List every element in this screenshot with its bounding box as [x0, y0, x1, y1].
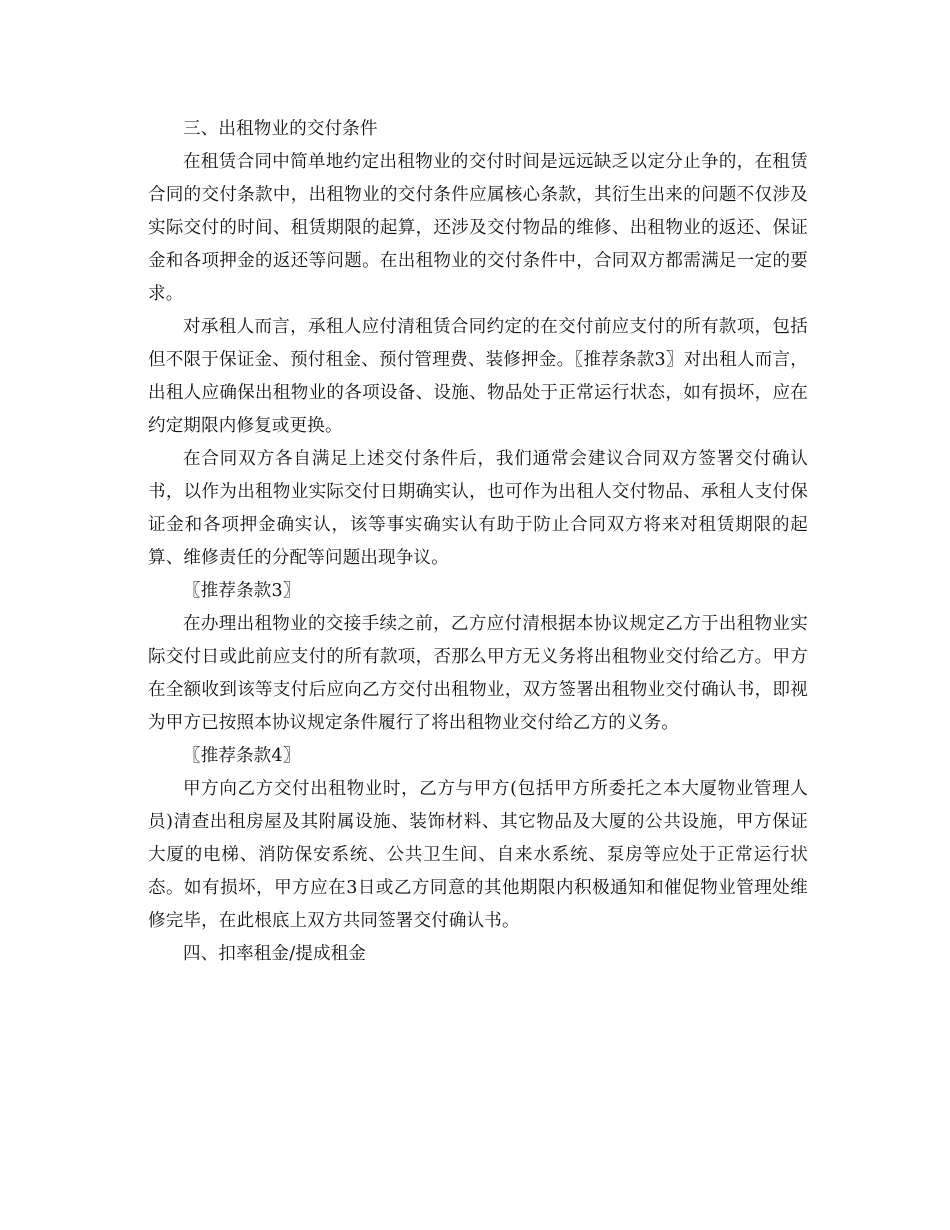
recommended-clause-3-text: 在办理出租物业的交接手续之前，乙方应付清根据本协议规定乙方于出租物业实际交付日或此前应支付的所有款项，否那么甲方无义务将出租物业交付给乙方。甲方在全额收到该等支付后应向乙方交付出租物业，双方签署出租物业交付确认书，即视为甲方已按照本协议规定条件履行了将出租物业交付给乙方的义务。 — [148, 614, 808, 733]
section-heading-delivery-conditions: 三、出租物业的交付条件 — [183, 119, 378, 139]
recommended-clause-4-label: 〖推荐条款4〗 — [183, 746, 301, 766]
section-heading-percentage-rent: 四、扣率租金/提成租金 — [183, 944, 367, 964]
paragraph-delivery-overview: 在租赁合同中简单地约定出租物业的交付时间是远远缺乏以定分止争的，在租赁合同的交付条款中，出租物业的交付条件应属核心条款，其衍生出来的问题不仅涉及实际交付的时间、租赁期限的起算，还涉及交付物品的维修、出租物业的返还、保证金和各项押金的返还等问题。在出租物业的交付条件中，合同双方都需满足一定的要求。 — [148, 152, 808, 304]
recommended-clause-3-label: 〖推荐条款3〗 — [183, 581, 301, 601]
paragraph-tenant-landlord-duties: 对承租人而言，承租人应付清租赁合同约定的在交付前应支付的所有款项，包括但不限于保证金、预付租金、预付管理费、装修押金。〖推荐条款3〗对出租人而言，出租人应确保出租物业的各项设备、设施、物品处于正常运行状态，如有损坏，应在约定期限内修复或更换。 — [148, 317, 808, 436]
document-body — [148, 113, 808, 971]
paragraph-delivery-confirmation: 在合同双方各自满足上述交付条件后，我们通常会建议合同双方签署交付确认书，以作为出租物业实际交付日期确实认，也可作为出租人交付物品、承租人支付保证金和各项押金确实认，该等事实确实认有助于防止合同双方将来对租赁期限的起算、维修责任的分配等问题出现争议。 — [148, 449, 808, 568]
recommended-clause-4-text: 甲方向乙方交付出租物业时，乙方与甲方(包括甲方所委托之本大厦物业管理人员)清查出租房屋及其附属设施、装饰材料、其它物品及大厦的公共设施，甲方保证大厦的电梯、消防保安系统、公共卫生间、自来水系统、泵房等应处于正常运行状态。如有损坏，甲方应在3日或乙方同意的其他期限内积极通知和催促物业管理处维修完毕，在此根底上双方共同签署交付确认书。 — [148, 779, 808, 931]
